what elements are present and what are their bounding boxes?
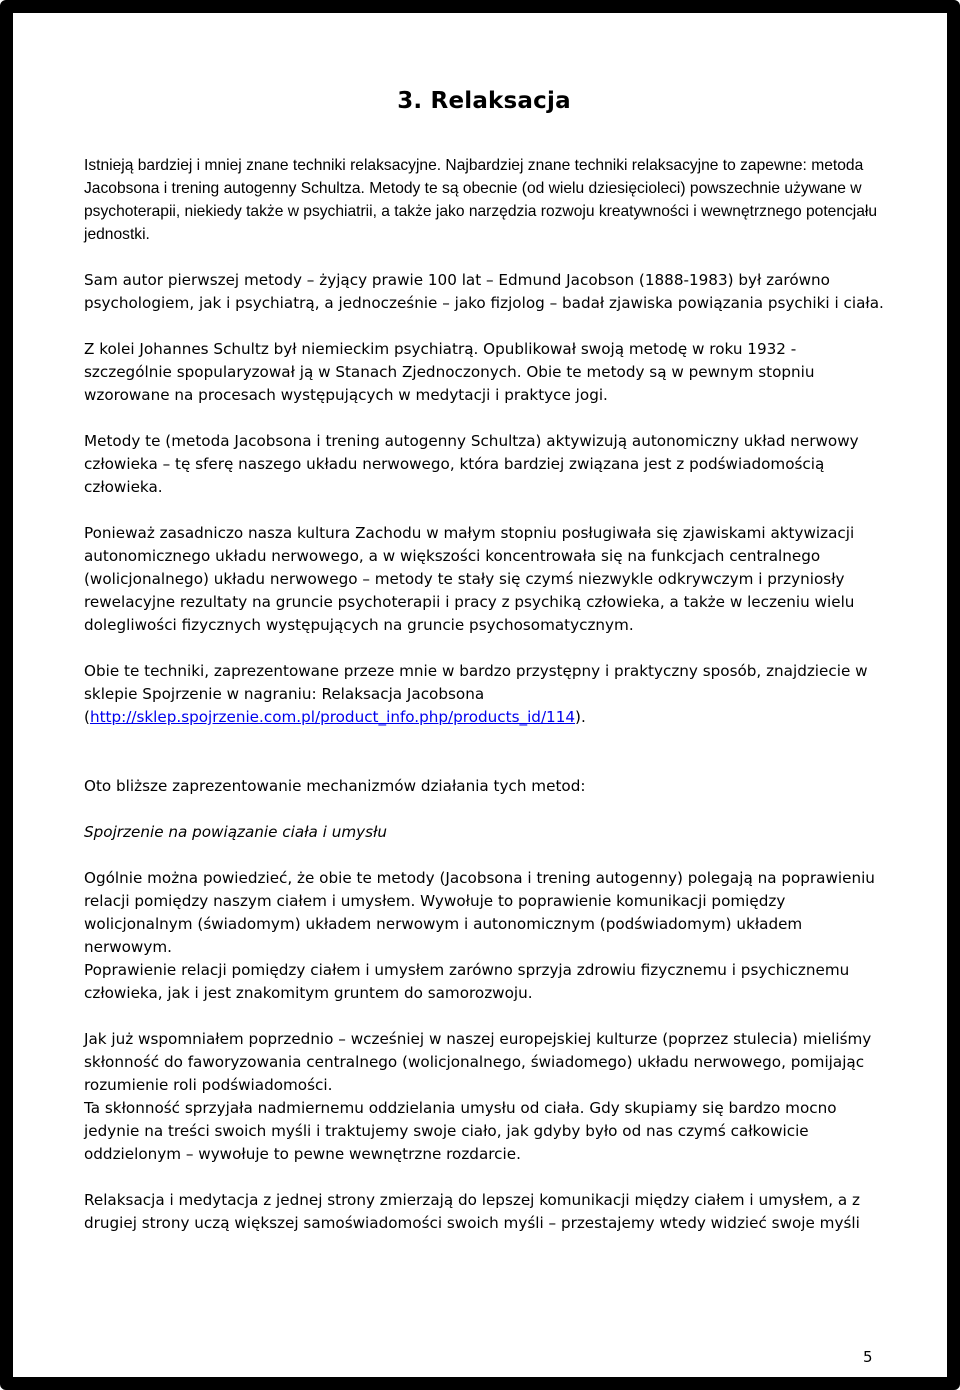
- paragraph-western-culture: Ponieważ zasadniczo nasza kultura Zachodu w małym stopniu posługiwała się zjawiskami aktywizacji autonomicznego układu nerwowego, a w większości koncentrowała się na funkcjach centralnego (wolicjonalnego) układu nerwowego – metody te stały się czymś niezwykle odkrywczym i przyniosły rewelacyjne rezultaty na gruncie psychoterapii i pracy z psychiką człowieka, a także w leczeniu wielu dolegliwości fizycznych występujących na gruncie psychosomatycznym.: [84, 524, 855, 634]
- link-open-paren: (: [84, 708, 90, 726]
- section-subtitle: Spojrzenie na powiązanie ciała i umysłu: [84, 823, 388, 841]
- paragraph-body-mind: [84, 867, 884, 1005]
- paragraph-intro: Istnieją bardziej i mniej znane techniki relaksacyjne. Najbardziej znane techniki relaksacyjne to zapewne: metoda Jacobsona i trening autogenny Schultza. Metody te są obecnie (od wielu dziesięcioleci) powszechnie używane w psychoterapii, niekiedy także w psychiatrii, a także jako narzędzia rozwoju kreatywności i wewnętrznego potencjału jednostki.: [84, 157, 878, 243]
- shop-text: Obie te techniki, zaprezentowane przeze mnie w bardzo przystępny i praktyczny sposób, znajdziecie w sklepie Spojrzenie w nagraniu: Relaksacja Jacobsona: [84, 662, 868, 703]
- paragraph-european-culture: [84, 1028, 884, 1166]
- european-culture-text-b: Ta skłonność sprzyjała nadmiernemu oddzielania umysłu od ciała. Gdy skupiamy się bardzo mocno jedynie na treści swoich myśli i traktujemy swoje ciało, jak gdyby było od nas czymś całkowicie oddzielonym – wywołuje to pewne wewnętrzne rozdarcie.: [84, 1099, 837, 1163]
- spacer: [84, 752, 884, 775]
- page-number: 5: [863, 1348, 873, 1366]
- page-title: 3. Relaksacja: [397, 88, 571, 114]
- product-link[interactable]: http://sklep.spojrzenie.com.pl/product_info.php/products_id/114: [89, 708, 576, 726]
- paragraph-jacobson: Sam autor pierwszej metody – żyjący prawie 100 lat – Edmund Jacobson (1888-1983) był zarówno psychologiem, jak i psychiatrą, a jednocześnie – jako fizjolog – badał zjawiska powiązania psychiki i ciała.: [84, 271, 884, 312]
- european-culture-text-a: Jak już wspomniałem poprzednio – wcześniej w naszej europejskiej kulturze (poprzez stulecia) mieliśmy skłonność do faworyzowania centralnego (wolicjonalnego, świadomego) układu nerwowego, pomijając rozumienie roli podświadomości.: [84, 1030, 872, 1094]
- paragraph-relaxation-meditation: Relaksacja i medytacja z jednej strony zmierzają do lepszej komunikacji między ciałem i umysłem, a z drugiej strony uczą większej samoświadomości swoich myśli – przestajemy wtedy widzieć swoje myśli: [84, 1191, 861, 1232]
- link-close-paren: ).: [575, 708, 586, 726]
- paragraph-shop: [84, 660, 884, 729]
- paragraph-autonomic: Metody te (metoda Jacobsona i trening autogenny Schultza) aktywizują autonomiczny układ nerwowy człowieka – tę sferę naszego układu nerwowego, która bardziej związana jest z podświadomością człowieka.: [84, 432, 859, 496]
- body-mind-text-a: Ogólnie można powiedzieć, że obie te metody (Jacobsona i trening autogenny) polegają na poprawieniu relacji pomiędzy naszym ciałem i umysłem. Wywołuje to poprawienie komunikacji pomiędzy wolicjonalnym (świadomym) układem nerwowym i autonomicznym (podświadomym) układem nerwowym.: [84, 869, 875, 956]
- document-body: [84, 78, 884, 1258]
- paragraph-mechanisms-intro: Oto bliższe zaprezentowanie mechanizmów działania tych metod:: [84, 777, 586, 795]
- paragraph-schultz: Z kolei Johannes Schultz był niemieckim psychiatrą. Opublikował swoją metodę w roku 1932 - szczególnie spopularyzował ją w Stanach Zjednoczonych. Obie te metody są w pewnym stopniu wzorowane na procesach występujących w medytacji i praktyce jogi.: [84, 340, 815, 404]
- body-mind-text-b: Poprawienie relacji pomiędzy ciałem i umysłem zarówno sprzyja zdrowiu fizycznemu i psychicznemu człowieka, jak i jest znakomitym gruntem do samorozwoju.: [84, 961, 850, 1002]
